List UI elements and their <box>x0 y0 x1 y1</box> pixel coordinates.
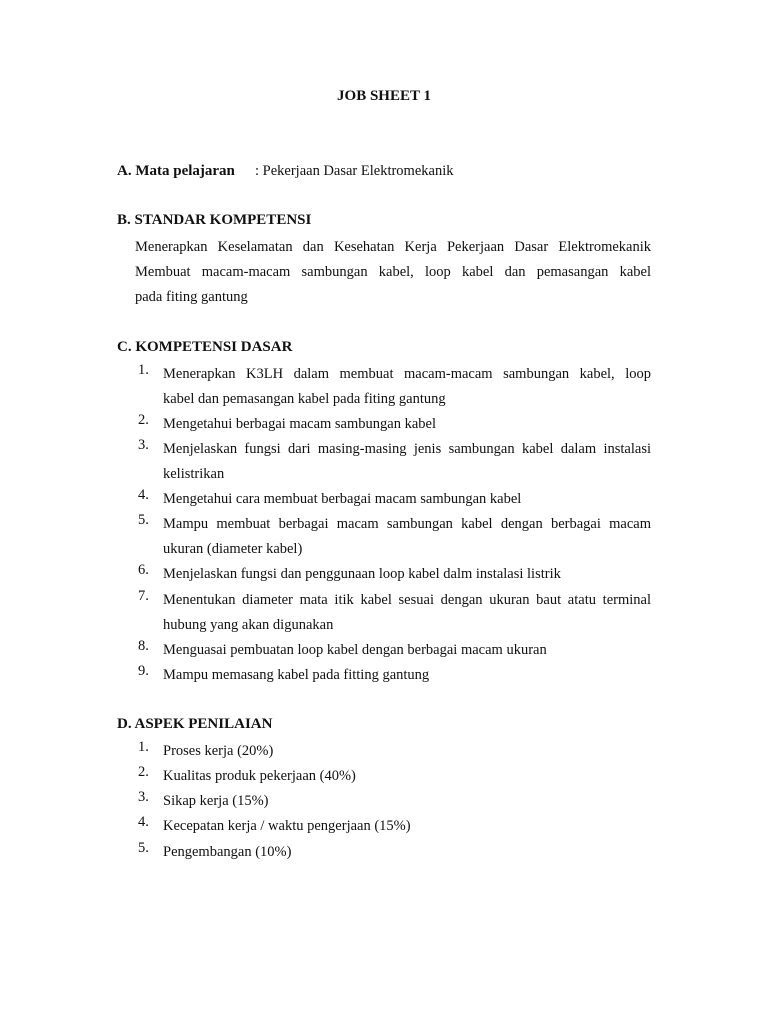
section-b-label: B. STANDAR KOMPETENSI <box>117 212 312 228</box>
section-a-value: : Pekerjaan Dasar Elektromekanik <box>255 163 454 179</box>
list-item-text: Menentukan diameter mata itik kabel sesuai dengan ukuran baut atatu terminal <box>163 592 651 608</box>
list-item-text: Menjelaskan fungsi dari masing-masing jenis sambungan kabel dalam instalasi <box>163 441 651 457</box>
list-item-text: Pengembangan (10%) <box>163 844 292 860</box>
list-item-number: 6. <box>138 562 149 578</box>
list-item-text: kabel dan pemasangan kabel pada fiting gantung <box>163 391 446 407</box>
list-item-number: 8. <box>138 638 149 654</box>
list-item-text: Mampu membuat berbagai macam sambungan kabel dengan berbagai macam <box>163 516 651 532</box>
list-item <box>138 562 651 587</box>
list-item-text: Menguasai pembuatan loop kabel dengan berbagai macam ukuran <box>163 642 547 658</box>
list-item <box>138 739 651 764</box>
list-item-text: hubung yang akan digunakan <box>163 617 334 633</box>
list-item-number: 4. <box>138 814 149 830</box>
list-item <box>138 588 651 638</box>
list-item-text: Mampu memasang kabel pada fitting gantung <box>163 667 430 683</box>
list-item-number: 1. <box>138 362 149 378</box>
list-item-text: Menjelaskan fungsi dan penggunaan loop kabel dalm instalasi listrik <box>163 566 561 582</box>
list-item-number: 3. <box>138 437 149 453</box>
section-a-label: A. Mata pelajaran <box>117 163 235 179</box>
list-item-number: 2. <box>138 412 149 428</box>
list-item-text: ukuran (diameter kabel) <box>163 541 303 557</box>
list-item <box>138 663 651 688</box>
list-item-number: 9. <box>138 663 149 679</box>
list-item-text: Proses kerja (20%) <box>163 743 274 759</box>
list-item-text: Kualitas produk pekerjaan (40%) <box>163 768 356 784</box>
section-d-label: D. ASPEK PENILAIAN <box>117 716 273 732</box>
list-item <box>138 764 651 789</box>
document-title: JOB SHEET 1 <box>337 88 431 104</box>
list-item-text: kelistrikan <box>163 466 225 482</box>
section-b-line-3: pada fiting gantung <box>135 289 248 305</box>
list-item-number: 7. <box>138 588 149 604</box>
section-c-label: C. KOMPETENSI DASAR <box>117 339 293 355</box>
list-item-text: Mengetahui berbagai macam sambungan kabel <box>163 416 436 432</box>
list-item <box>138 412 651 437</box>
list-item <box>138 789 651 814</box>
list-item-number: 4. <box>138 487 149 503</box>
list-item-number: 2. <box>138 764 149 780</box>
list-item-text: Kecepatan kerja / waktu pengerjaan (15%) <box>163 818 411 834</box>
list-item-number: 5. <box>138 840 149 856</box>
list-item <box>138 437 651 487</box>
list-item-number: 1. <box>138 739 149 755</box>
list-item-number: 5. <box>138 512 149 528</box>
list-item <box>138 814 651 839</box>
list-item <box>138 512 651 562</box>
list-item <box>138 840 651 865</box>
list-item-text: Sikap kerja (15%) <box>163 793 269 809</box>
list-item-text: Menerapkan K3LH dalam membuat macam-macam sambungan kabel, loop <box>163 366 651 382</box>
section-b-line-1: Menerapkan Keselamatan dan Kesehatan Kerja Pekerjaan Dasar Elektromekanik <box>135 239 651 255</box>
list-item <box>138 638 651 663</box>
section-b-line-2: Membuat macam-macam sambungan kabel, loop kabel dan pemasangan kabel <box>135 264 651 280</box>
list-item-text: Mengetahui cara membuat berbagai macam sambungan kabel <box>163 491 522 507</box>
list-item-number: 3. <box>138 789 149 805</box>
list-item <box>138 362 651 412</box>
list-item <box>138 487 651 512</box>
